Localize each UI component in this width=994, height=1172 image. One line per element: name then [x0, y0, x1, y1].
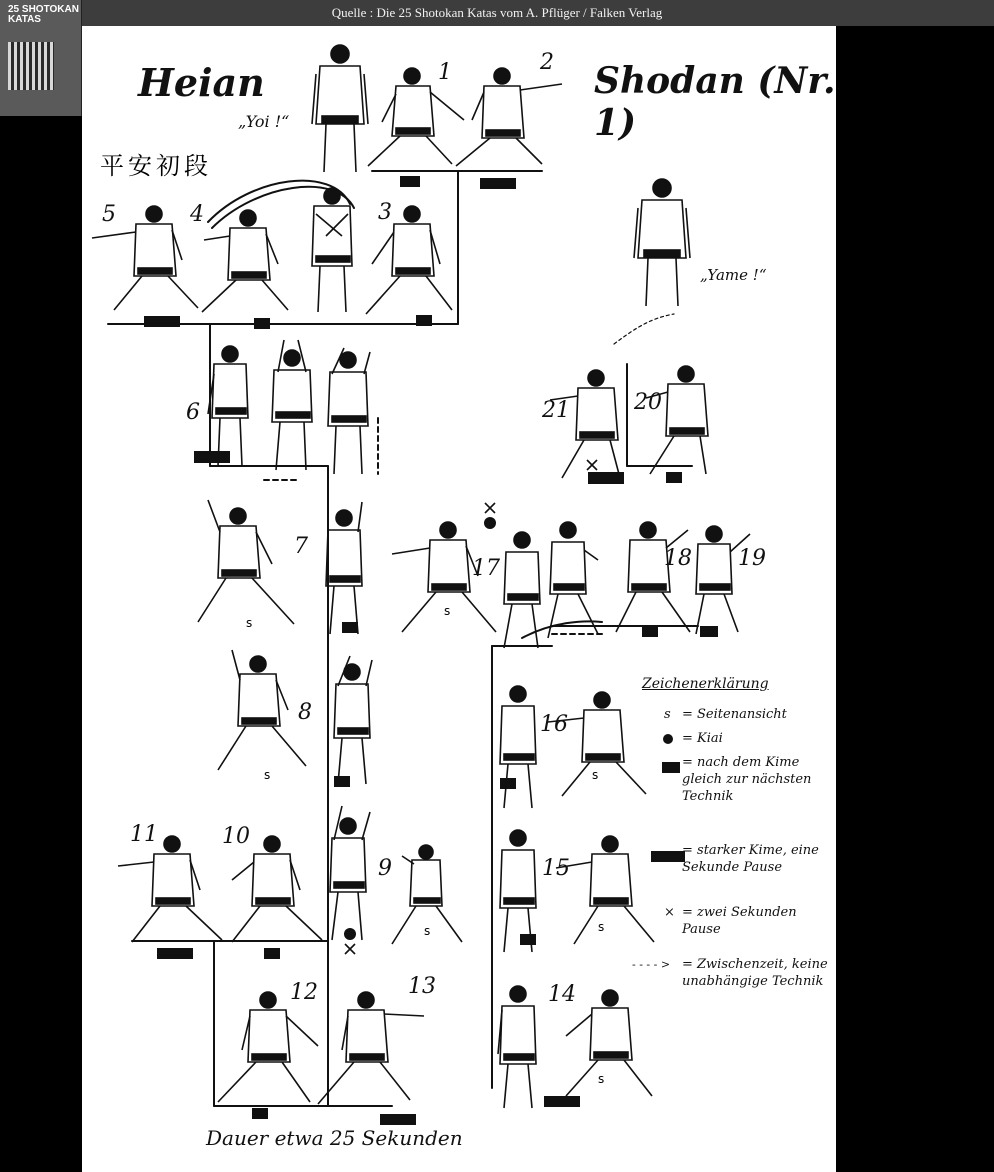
short-kime-bar	[416, 315, 432, 326]
long-kime-bar	[380, 1114, 416, 1125]
short-kime-bar	[700, 626, 718, 637]
short-kime-bar	[642, 626, 658, 637]
step-number: 21	[542, 398, 570, 423]
side-view-marker: s	[598, 1072, 605, 1086]
karateka-figure-17c	[548, 522, 598, 638]
yoi-call: „Yoi !“	[238, 112, 290, 131]
karateka-figure-10	[232, 836, 322, 942]
legend-text: = nach dem Kime gleich zur nächsten Technik	[682, 755, 812, 804]
step-number: 2	[540, 50, 554, 75]
kata-kanji: 平安初段	[100, 152, 212, 180]
karateka-figure-21	[550, 370, 620, 478]
book-cover-pattern	[8, 42, 54, 90]
legend-text: = Zwischenzeit, keine unabhängige Technik	[682, 957, 828, 989]
karateka-figure-11	[118, 836, 222, 942]
karateka-figure-20	[646, 366, 708, 474]
karateka-figure-14b	[566, 990, 652, 1096]
step-number: 5	[102, 202, 116, 227]
step-number: 18	[664, 546, 692, 571]
short-kime-bar	[254, 318, 270, 329]
karateka-figure-yame	[634, 179, 690, 306]
step-number: 19	[738, 546, 766, 571]
long-kime-bar	[194, 451, 230, 463]
kata-duration: Dauer etwa 25 Sekunden	[206, 1126, 463, 1150]
legend-text: = starker Kime, eine Sekunde Pause	[682, 843, 819, 875]
short-kime-bar	[334, 776, 350, 787]
step-number: 15	[542, 856, 570, 881]
legend-symbol: ×	[664, 905, 675, 920]
karateka-figure-19	[696, 526, 750, 634]
karateka-figure-6c	[328, 348, 370, 474]
legend-long-bar	[651, 851, 685, 862]
legend-text: = Seitenansicht	[682, 707, 787, 722]
short-kime-bar	[500, 778, 516, 789]
step-number: 4	[190, 202, 204, 227]
source-caption-bar	[0, 0, 994, 26]
side-view-marker: s	[444, 604, 451, 618]
karateka-figure-2	[456, 68, 562, 166]
kata-title-right: Shodan (Nr. 1)	[594, 60, 836, 144]
legend-symbol: - - - - >	[632, 958, 671, 971]
step-number: 9	[378, 856, 392, 881]
legend-text: = Kiai	[682, 731, 723, 746]
long-kime-bar	[157, 948, 193, 959]
short-kime-bar	[342, 622, 358, 633]
karateka-figure-12	[218, 992, 318, 1102]
yame-call: „Yame !“	[700, 266, 767, 284]
karateka-figure-7b	[326, 502, 362, 634]
dashed-arrow	[614, 314, 674, 344]
book-thumbnail-title: 25 SHOTOKAN KATAS	[8, 4, 79, 25]
step-number: 12	[290, 980, 318, 1005]
step-number: 11	[130, 822, 158, 847]
step-number: 14	[548, 982, 576, 1007]
step-number: 20	[634, 390, 662, 415]
karateka-figure-yoi	[312, 45, 368, 172]
long-kime-bar	[480, 178, 516, 189]
legend-heading: Zeichenerklärung	[642, 676, 769, 692]
karateka-figure-15	[500, 830, 536, 952]
karateka-figure-9	[330, 806, 370, 940]
book-thumbnail[interactable]	[0, 0, 82, 116]
short-kime-bar	[264, 948, 280, 959]
kiai-dot	[344, 928, 356, 940]
karateka-figure-6	[208, 346, 248, 466]
short-kime-bar	[400, 176, 420, 187]
karateka-figure-14	[498, 986, 536, 1108]
step-number: 13	[408, 974, 436, 999]
pause-cross	[345, 944, 355, 954]
short-kime-bar	[666, 472, 682, 483]
source-caption: Quelle : Die 25 Shotokan Katas vom A. Pflüger / Falken Verlag	[331, 5, 663, 20]
pause-cross	[587, 460, 597, 470]
step-number: 3	[378, 200, 392, 225]
side-view-marker: s	[246, 616, 253, 630]
kiai-dot	[484, 517, 496, 529]
legend-symbol: s	[664, 707, 671, 722]
step-number: 6	[186, 400, 200, 425]
step-number: 8	[298, 700, 312, 725]
short-kime-bar	[252, 1108, 268, 1119]
kata-title-left: Heian	[138, 60, 265, 105]
step-number: 1	[438, 60, 452, 85]
karateka-figure-8b	[334, 656, 372, 784]
karateka-figure-16	[500, 686, 536, 808]
karateka-figure-7	[198, 500, 294, 624]
side-view-marker: s	[592, 768, 599, 782]
side-view-marker: s	[424, 924, 431, 938]
step-number: 16	[540, 712, 568, 737]
karateka-figure-3b	[312, 188, 352, 312]
long-kime-bar	[544, 1096, 580, 1107]
side-view-marker: s	[598, 920, 605, 934]
karateka-figure-6b	[272, 340, 312, 470]
karateka-figure-17b	[504, 532, 540, 648]
long-kime-bar	[144, 316, 180, 327]
legend-text: = zwei Sekunden Pause	[682, 905, 797, 937]
legend-short-bar	[662, 762, 680, 773]
side-view-marker: s	[264, 768, 271, 782]
kata-path-diagram	[82, 26, 836, 1172]
short-kime-bar	[520, 934, 536, 945]
karateka-figure-8	[218, 650, 306, 770]
step-number: 10	[222, 824, 250, 849]
karateka-figure-13	[318, 992, 424, 1104]
step-number: 17	[472, 556, 500, 581]
kata-diagram-page	[82, 26, 836, 1172]
step-number: 7	[294, 534, 308, 559]
pause-cross	[485, 503, 495, 513]
karateka-figure-18	[616, 522, 690, 632]
karateka-figure-15b	[556, 836, 654, 944]
legend-kiai-dot	[663, 734, 673, 744]
